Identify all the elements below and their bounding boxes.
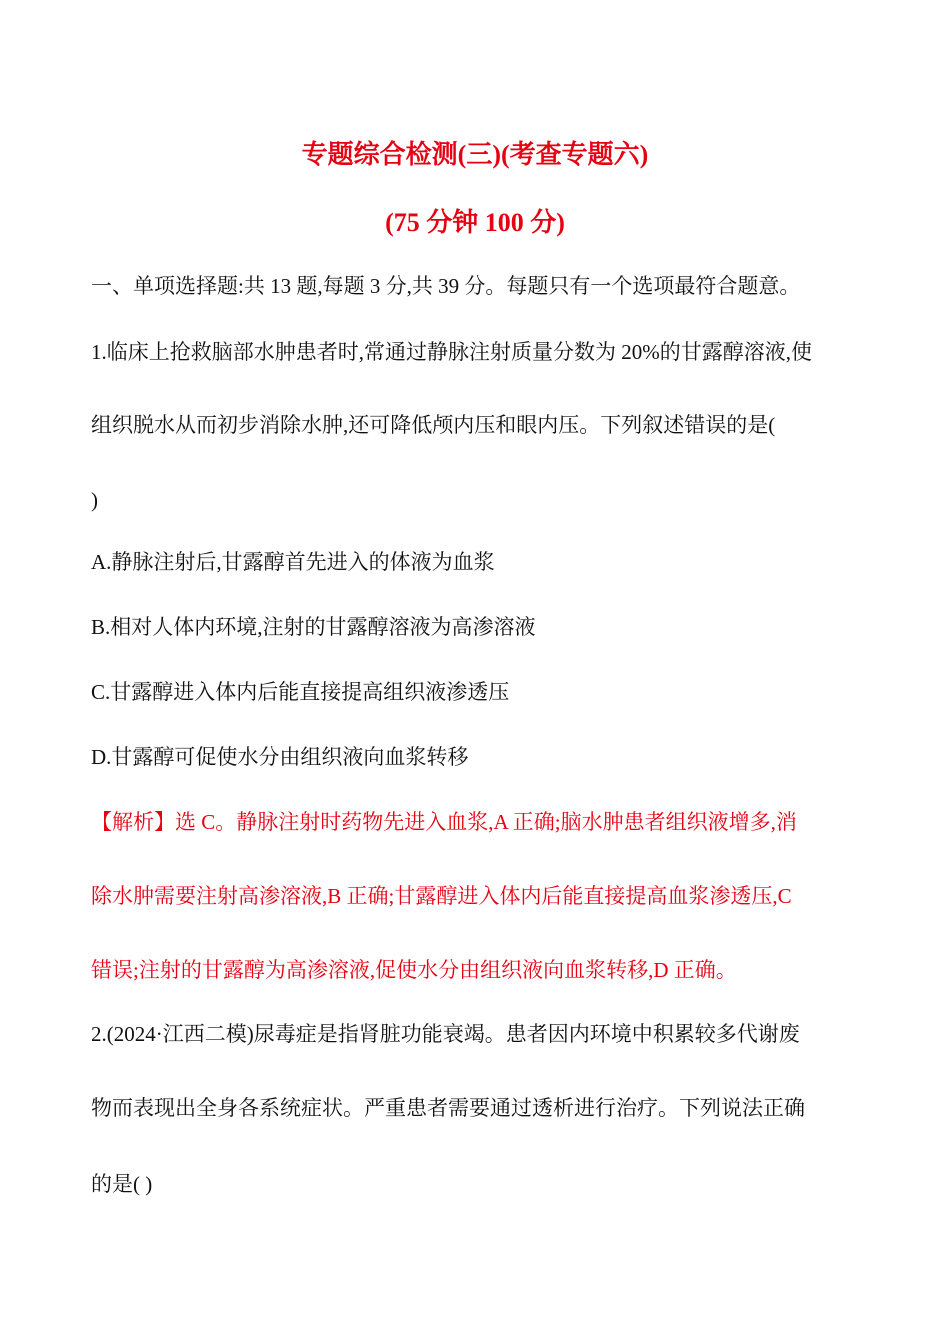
option-b: B.相对人体内环境,注射的甘露醇溶液为高渗溶液 <box>91 615 536 639</box>
analysis-line: 错误;注射的甘露醇为高渗溶液,促使水分由组织液向血浆转移,D 正确。 <box>91 958 737 982</box>
analysis-line: 除水肿需要注射高渗溶液,B 正确;甘露醇进入体内后能直接提高血浆渗透压,C <box>91 884 792 908</box>
option-d: D.甘露醇可促使水分由组织液向血浆转移 <box>91 745 469 769</box>
page-title: 专题综合检测(三)(考查专题六) <box>301 140 649 169</box>
question-stem-line: 组织脱水从而初步消除水肿,还可降低颅内压和眼内压。下列叙述错误的是( <box>91 413 776 437</box>
question-stem-line: 2.(2024·江西二模)尿毒症是指肾脏功能衰竭。患者因内环境中积累较多代谢废 <box>91 1022 800 1046</box>
section-heading: 一、单项选择题:共 13 题,每题 3 分,共 39 分。每题只有一个选项最符合题意。 <box>91 274 801 298</box>
page-subtitle: (75 分钟 100 分) <box>385 208 565 237</box>
option-a: A.静脉注射后,甘露醇首先进入的体液为血浆 <box>91 550 495 574</box>
question-stem-line: 1.临床上抢救脑部水肿患者时,常通过静脉注射质量分数为 20%的甘露醇溶液,使 <box>91 340 812 364</box>
question-stem-line: 的是( ) <box>91 1172 153 1196</box>
question-stem-line: 物而表现出全身各系统症状。严重患者需要通过透析进行治疗。下列说法正确 <box>91 1096 805 1120</box>
analysis-line: 【解析】选 C。静脉注射时药物先进入血浆,A 正确;脑水肿患者组织液增多,消 <box>91 810 797 834</box>
question-stem-line: ) <box>91 488 98 512</box>
option-c: C.甘露醇进入体内后能直接提高组织液渗透压 <box>91 680 510 704</box>
